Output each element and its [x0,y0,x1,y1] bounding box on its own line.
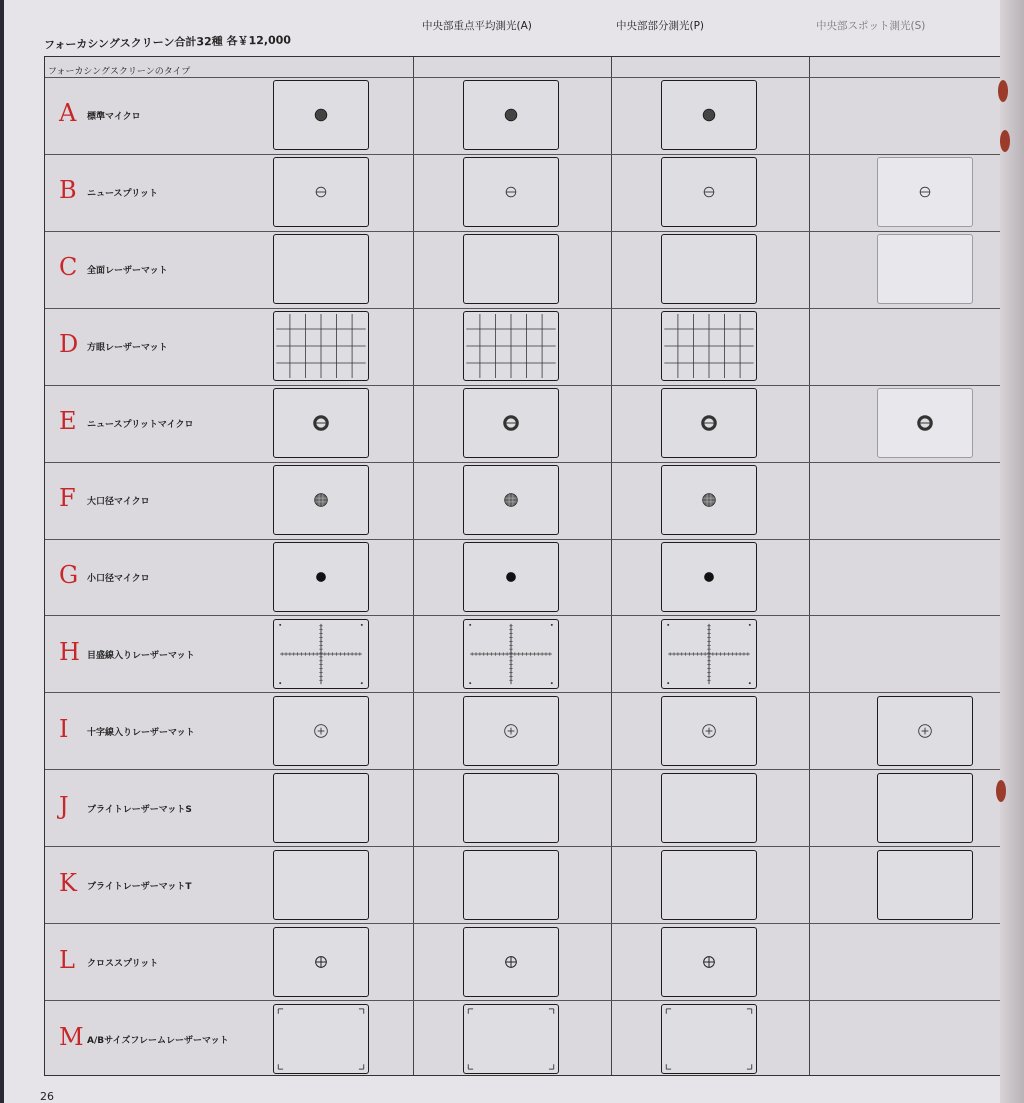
focusing-screen-c-s [877,234,973,304]
screen-pattern-split [464,158,558,226]
focusing-screen-j-a [463,773,559,843]
screen-pattern-frame-corners [274,1005,368,1073]
screen-pattern-cross-split [274,928,368,996]
screen-pattern-scale [464,620,558,688]
screen-pattern-crosshair-circle [878,697,972,765]
focusing-screen-l-p [661,927,757,997]
screen-pattern-micro-dot [464,81,558,149]
row-type-name: A/Bサイズフレームレーザーマット [87,1035,229,1046]
screen-pattern-plain [878,235,972,303]
focusing-screen-h-p [661,619,757,689]
screen-pattern-plain [878,774,972,842]
screen-pattern-plain [662,235,756,303]
column-header-partial: 中央部部分測光(P) [616,20,705,32]
screen-pattern-split [662,158,756,226]
row-divider [45,1000,1003,1001]
row-letter: M [59,1022,84,1051]
screen-pattern-plain [878,851,972,919]
page-title: フォーカシングスクリーン合計32種 各￥12,000 [43,33,292,52]
screen-pattern-plain [274,235,368,303]
focusing-screen-g-p [661,542,757,612]
row-letter: J [59,791,69,820]
screen-pattern-grid [662,312,756,380]
focusing-screen-g-type [273,542,369,612]
screen-pattern-plain [274,851,368,919]
focusing-screen-l-a [463,927,559,997]
focusing-screen-d-p [661,311,757,381]
row-type-name: 十字線入りレーザーマット [87,727,195,738]
focusing-screen-e-s [877,388,973,458]
row-type-name: ニュースプリットマイクロ [87,420,194,431]
row-type-name: 目盛線入りレーザーマット [87,650,195,661]
focusing-screen-b-a [463,157,559,227]
screen-pattern-plain [274,774,368,842]
screen-pattern-plain [662,774,756,842]
focusing-screen-i-p [661,696,757,766]
focusing-screen-k-s [877,850,973,920]
focusing-screen-m-p [661,1004,757,1074]
screen-pattern-large-micro [464,466,558,534]
screen-pattern-small-micro [662,543,756,611]
row-divider [45,769,1003,770]
row-divider [45,539,1003,540]
screen-pattern-cross-split [464,928,558,996]
focusing-screen-e-type [273,388,369,458]
focusing-screen-d-a [463,311,559,381]
header-divider [45,77,1003,78]
screen-pattern-grid [464,312,558,380]
focusing-screen-h-a [463,619,559,689]
focusing-screen-h-type [273,619,369,689]
focusing-screen-j-s [877,773,973,843]
row-divider [45,154,1003,155]
row-type-name: 小口径マイクロ [87,574,150,584]
row-letter: H [59,637,80,666]
screen-pattern-split [274,158,368,226]
row-letter: F [59,484,76,513]
screen-table [44,56,1004,1076]
focusing-screen-b-s [877,157,973,227]
row-divider [45,615,1003,616]
row-divider [45,923,1003,924]
focusing-screen-f-type [273,465,369,535]
focusing-screen-k-p [661,850,757,920]
focusing-screen-k-type [273,850,369,920]
row-type-name: ブライトレーザーマットT [87,881,192,892]
row-type-name: 標準マイクロ [87,112,141,123]
row-divider [45,692,1003,693]
screen-pattern-micro-dot [274,81,368,149]
row-divider [45,231,1003,232]
row-letter: I [59,714,69,743]
type-column-header: フォーカシングスクリーンのタイプ [48,67,191,77]
focusing-screen-j-type [273,773,369,843]
screen-pattern-small-micro [464,543,558,611]
focusing-screen-a-type [273,80,369,150]
screen-pattern-scale [662,620,756,688]
row-letter: K [59,868,77,897]
focusing-screen-l-type [273,927,369,997]
screen-pattern-plain [464,851,558,919]
screen-pattern-split [878,158,972,226]
row-letter: L [59,945,75,974]
screen-pattern-micro-dot [662,81,756,149]
screen-pattern-scale [274,620,368,688]
screen-pattern-large-micro [274,466,368,534]
focusing-screen-f-p [661,465,757,535]
focusing-screen-g-a [463,542,559,612]
row-type-name: 方眼レーザーマット [87,343,168,354]
screen-pattern-plain [464,774,558,842]
screen-pattern-crosshair-circle [662,697,756,765]
focusing-screen-i-s [877,696,973,766]
focusing-screen-c-p [661,234,757,304]
row-divider [45,846,1003,847]
screen-pattern-split-micro [274,389,368,457]
row-letter: E [59,407,77,436]
row-letter: B [59,176,77,205]
row-letter: D [59,330,79,359]
focusing-screen-j-p [661,773,757,843]
focusing-screen-a-p [661,80,757,150]
screen-pattern-crosshair-circle [274,697,368,765]
catalog-page [4,0,1004,1103]
focusing-screen-c-a [463,234,559,304]
focusing-screen-i-a [463,696,559,766]
screen-pattern-split-micro [662,389,756,457]
focusing-screen-a-a [463,80,559,150]
row-letter: A [59,99,77,128]
focusing-screen-e-a [463,388,559,458]
row-type-name: ブライトレーザーマットS [87,804,192,815]
screen-pattern-plain [464,235,558,303]
row-type-name: 全面レーザーマット [87,266,168,277]
facing-page-edge [1000,0,1024,1103]
screen-pattern-frame-corners [662,1005,756,1073]
row-type-name: 大口径マイクロ [87,497,150,508]
screen-pattern-large-micro [662,466,756,534]
focusing-screen-m-a [463,1004,559,1074]
row-divider [45,462,1003,463]
row-divider [45,385,1003,386]
focusing-screen-i-type [273,696,369,766]
focusing-screen-b-p [661,157,757,227]
screen-pattern-plain [662,851,756,919]
screen-pattern-frame-corners [464,1005,558,1073]
row-divider [45,308,1003,309]
screen-pattern-split-micro [878,389,972,457]
focusing-screen-m-type [273,1004,369,1074]
screen-pattern-crosshair-circle [464,697,558,765]
column-header-spot: 中央部スポット測光(S) [816,20,926,32]
screen-pattern-split-micro [464,389,558,457]
row-type-name: ニュースプリット [87,189,158,200]
focusing-screen-d-type [273,311,369,381]
focusing-screen-f-a [463,465,559,535]
focusing-screen-e-p [661,388,757,458]
focusing-screen-c-type [273,234,369,304]
row-letter: C [59,253,78,282]
row-type-name: クロススプリット [87,958,159,969]
focusing-screen-k-a [463,850,559,920]
screen-pattern-grid [274,312,368,380]
row-letter: G [59,561,79,589]
screen-pattern-cross-split [662,928,756,996]
screen-pattern-small-micro [274,543,368,611]
focusing-screen-b-type [273,157,369,227]
page-number: 26 [40,1090,54,1103]
column-header-center-weighted: 中央部重点平均測光(A) [422,20,532,32]
